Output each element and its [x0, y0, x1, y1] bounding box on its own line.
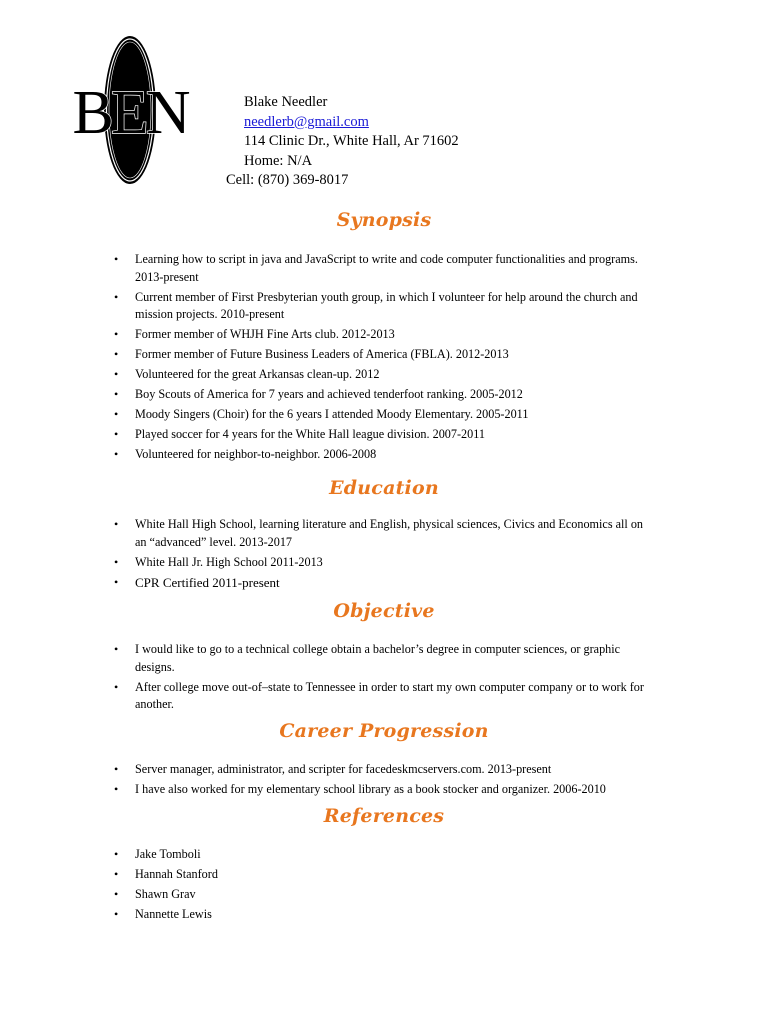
objective-heading: Objective: [333, 600, 435, 622]
logo-text: BEN: [72, 79, 188, 147]
education-heading: Education: [329, 477, 439, 499]
list-item: • White Hall High School, learning literature and English, physical sciences, Civics and Economics all on an “advanced” level. 2013-2017: [110, 516, 650, 551]
list-item: • Hannah Stanford: [110, 866, 650, 884]
list-item: • Jake Tomboli: [110, 846, 650, 864]
list-item: • Former member of WHJH Fine Arts club. 2012-2013: [110, 326, 650, 344]
contact-cell-phone: Cell: (870) 369-8017: [226, 172, 349, 188]
contact-name: Blake Needler: [244, 94, 328, 110]
list-item: • Server manager, administrator, and scripter for facedeskmcservers.com. 2013-present: [110, 761, 650, 779]
ben-logo: [62, 30, 202, 190]
list-item: • Current member of First Presbyterian youth group, in which I volunteer for help around the church and mission projects. 2010-present: [110, 289, 650, 324]
contact-block: [226, 93, 459, 191]
list-item: • White Hall Jr. High School 2011-2013: [110, 554, 650, 572]
list-item: • I would like to go to a technical college obtain a bachelor’s degree in computer sciences, or graphic designs.: [110, 641, 650, 676]
list-item: • Nannette Lewis: [110, 906, 650, 924]
education-list: [110, 516, 650, 594]
list-item: • Volunteered for the great Arkansas clean-up. 2012: [110, 366, 650, 384]
list-item: • Played soccer for 4 years for the White Hall league division. 2007-2011: [110, 426, 650, 444]
synopsis-heading: Synopsis: [336, 209, 432, 231]
list-item: • Moody Singers (Choir) for the 6 years I attended Moody Elementary. 2005-2011: [110, 406, 650, 424]
career-list: [110, 761, 650, 801]
references-heading: References: [323, 805, 445, 827]
list-item: • Boy Scouts of America for 7 years and achieved tenderfoot ranking. 2005-2012: [110, 386, 650, 404]
list-item: • Shawn Grav: [110, 886, 650, 904]
list-item: • Learning how to script in java and JavaScript to write and code computer functionalities and programs. 2013-present: [110, 251, 650, 286]
references-list: [110, 846, 650, 926]
contact-home-phone: Home: N/A: [244, 152, 313, 169]
career-progression-heading: Career Progression: [279, 720, 489, 742]
contact-email-link[interactable]: needlerb@gmail.com: [244, 113, 369, 130]
objective-list: [110, 641, 650, 716]
list-item: • I have also worked for my elementary school library as a book stocker and organizer. 2006-2010: [110, 781, 650, 799]
list-item: • CPR Certified 2011-present: [110, 574, 650, 592]
list-item: • Volunteered for neighbor-to-neighbor. 2006-2008: [110, 446, 650, 464]
list-item: • Former member of Future Business Leaders of America (FBLA). 2012-2013: [110, 346, 650, 364]
list-item: • After college move out-of–state to Tennessee in order to start my own computer company or to work for another.: [110, 679, 650, 714]
synopsis-list: [110, 251, 650, 466]
contact-address: 114 Clinic Dr., White Hall, Ar 71602: [244, 133, 459, 149]
